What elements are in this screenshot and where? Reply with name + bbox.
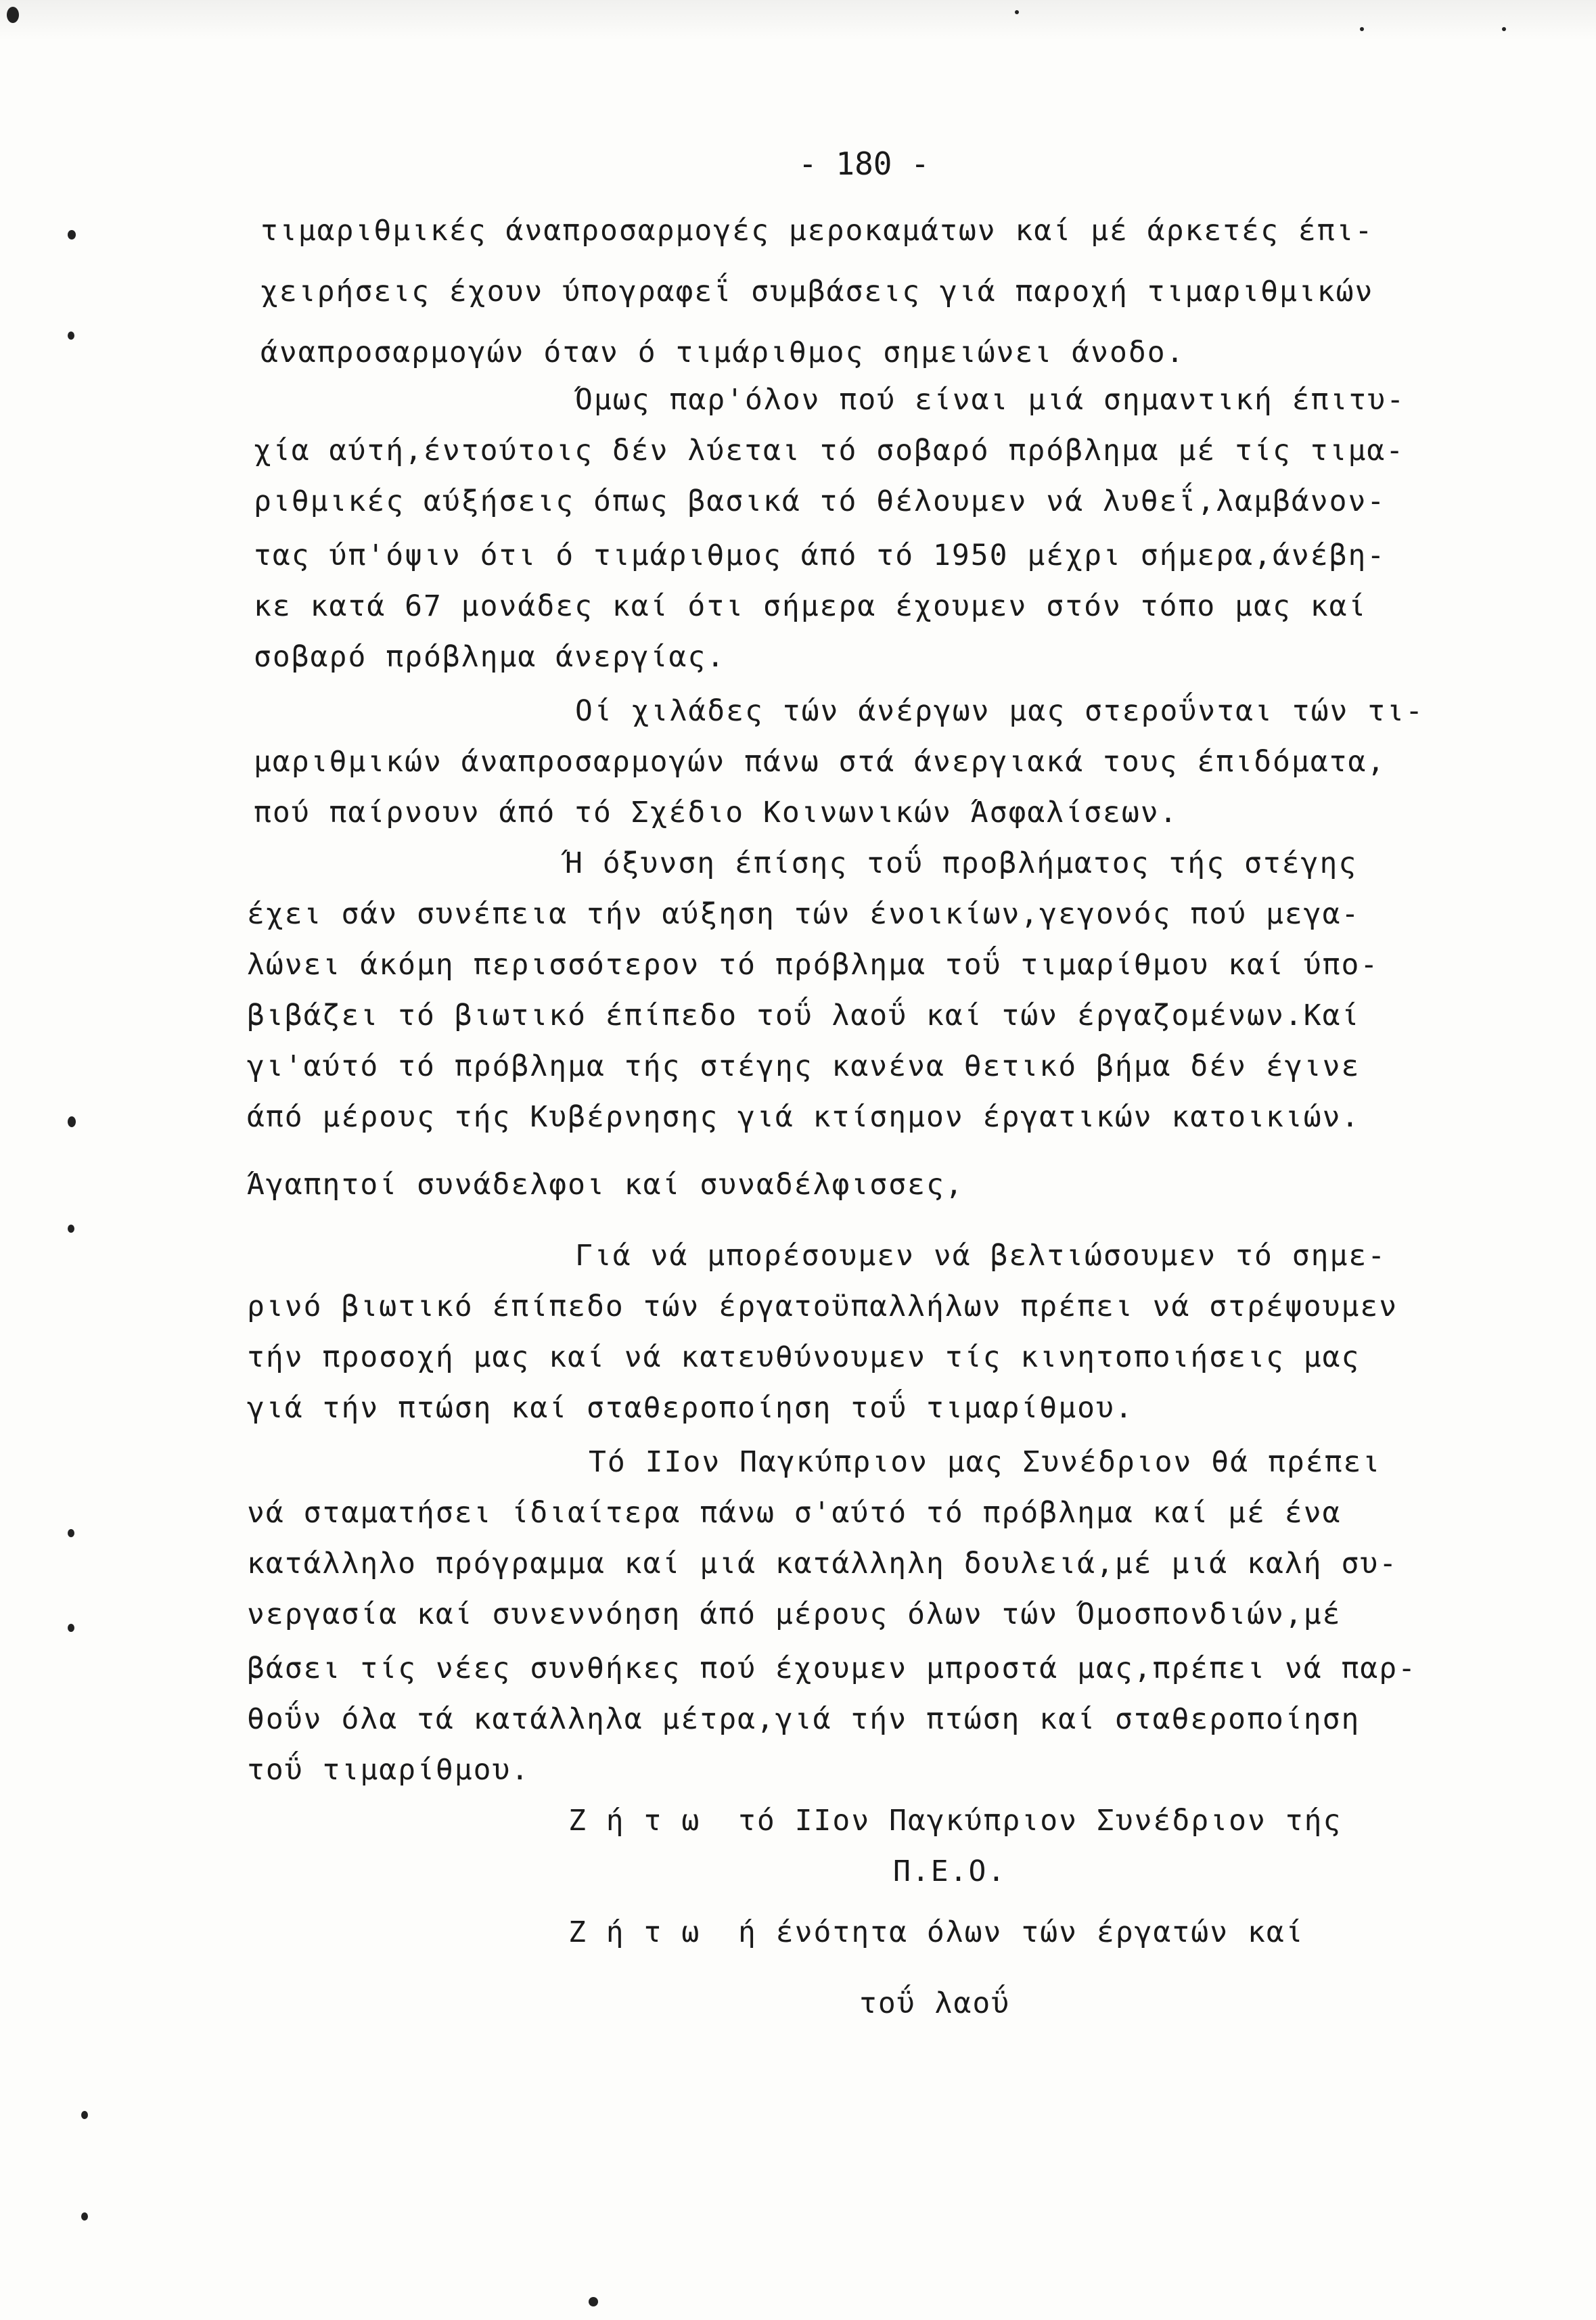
scan-speck: [589, 2297, 598, 2306]
scan-speck: [1360, 27, 1364, 31]
text-line: μαριθμικών άναπροσαρμογών πάνω στά άνεργιακά τους έπιδόματα,: [254, 745, 1386, 779]
scan-speck: [68, 1624, 74, 1632]
text-line: ριθμικές αύξήσεις όπως βασικά τό θέλουμεν νά λυθεΐ,λαμβάνον-: [254, 484, 1386, 518]
text-line: τας ύπ'όψιν ότι ό τιμάριθμος άπό τό 1950 μέχρι σήμερα,άνέβη-: [254, 539, 1386, 572]
closing-line: Π.Ε.Ο.: [893, 1855, 1007, 1888]
scan-speck: [1015, 10, 1019, 14]
text-line: χία αύτή,έντούτοις δέν λύεται τό σοβαρό πρόβλημα μέ τίς τιμα-: [254, 434, 1405, 468]
text-line: Ή όξυνση έπίσης τοΰ προβλήματος τής στέγης: [565, 846, 1358, 880]
text-line: γιά τήν πτώση καί σταθεροποίηση τοΰ τιμαρίθμου.: [247, 1391, 1134, 1425]
text-line: πού παίρνουν άπό τό Σχέδιο Κοινωνικών Άσφαλίσεων.: [254, 796, 1179, 829]
text-line: Τό ΙΙον Παγκύπριον μας Συνέδριον θά πρέπει: [589, 1445, 1382, 1479]
text-line: ρινό βιωτικό έπίπεδο τών έργατοϋπαλλήλων πρέπει νά στρέψουμεν: [247, 1290, 1398, 1323]
scan-speck: [68, 1225, 74, 1233]
text-line: θοΰν όλα τά κατάλληλα μέτρα,γιά τήν πτώση καί σταθεροποίηση: [247, 1702, 1361, 1736]
text-line: νεργασία καί συνεννόηση άπό μέρους όλων τών Όμοσπονδιών,μέ: [247, 1597, 1342, 1631]
text-line: κατάλληλο πρόγραμμα καί μιά κατάλληλη δουλειά,μέ μιά καλή συ-: [247, 1547, 1398, 1580]
closing-line: τοΰ λαοΰ: [859, 1986, 1011, 2020]
text-line: σοβαρό πρόβλημα άνεργίας.: [254, 640, 726, 674]
scan-speck: [68, 1116, 76, 1127]
text-line: Γιά νά μπορέσουμεν νά βελτιώσουμεν τό σημε-: [575, 1239, 1387, 1273]
salutation: Άγαπητοί συνάδελφοι καί συναδέλφισσες,: [247, 1168, 964, 1202]
scan-speck: [1502, 27, 1506, 31]
scan-speck: [7, 7, 19, 23]
scan-speck: [68, 230, 76, 240]
closing-line: Ζ ή τ ω τό ΙΙον Παγκύπριον Συνέδριον τής: [568, 1804, 1342, 1838]
scan-speck: [81, 2111, 88, 2119]
text-line: Οί χιλάδες τών άνέργων μας στεροΰνται τών τι-: [575, 694, 1424, 728]
scan-speck: [81, 2212, 88, 2221]
text-line: τιμαριθμικές άναπροσαρμογές μεροκαμάτων καί μέ άρκετές έπι-: [260, 214, 1374, 248]
text-line: κε κατά 67 μονάδες καί ότι σήμερα έχουμεν στόν τόπο μας καί: [254, 589, 1367, 623]
text-line: άπό μέρους τής Κυβέρνησης γιά κτίσημον έργατικών κατοικιών.: [247, 1100, 1361, 1134]
scan-speck: [68, 1529, 74, 1537]
text-line: τοΰ τιμαρίθμου.: [247, 1753, 530, 1787]
scan-shadow: [0, 0, 1596, 41]
scan-speck: [68, 332, 74, 340]
closing-line: Ζ ή τ ω ή ένότητα όλων τών έργατών καί: [568, 1915, 1304, 1949]
text-line: γι'αύτό τό πρόβλημα τής στέγης κανένα θετικό βήμα δέν έγινε: [247, 1049, 1361, 1083]
text-line: έχει σάν συνέπεια τήν αύξηση τών ένοικίων,γεγονός πού μεγα-: [247, 897, 1361, 931]
text-line: βιβάζει τό βιωτικό έπίπεδο τοΰ λαοΰ καί τών έργαζομένων.Καί: [247, 999, 1361, 1032]
text-line: νά σταματήσει ίδιαίτερα πάνω σ'αύτό τό πρόβλημα καί μέ ένα: [247, 1496, 1342, 1530]
text-line: λώνει άκόμη περισσότερον τό πρόβλημα τοΰ τιμαρίθμου καί ύπο-: [247, 948, 1380, 982]
text-line: άναπροσαρμογών όταν ό τιμάριθμος σημειώνει άνοδο.: [260, 336, 1185, 369]
text-line: χειρήσεις έχουν ύπογραφεΐ συμβάσεις γιά παροχή τιμαριθμικών: [260, 275, 1374, 309]
text-line: τήν προσοχή μας καί νά κατευθύνουμεν τίς κινητοποιήσεις μας: [247, 1340, 1361, 1374]
page-number: - 180 -: [798, 145, 930, 182]
text-line: Όμως παρ'όλον πού είναι μιά σημαντική έπιτυ-: [575, 383, 1406, 417]
text-line: βάσει τίς νέες συνθήκες πού έχουμεν μπροστά μας,πρέπει νά παρ-: [247, 1652, 1417, 1685]
